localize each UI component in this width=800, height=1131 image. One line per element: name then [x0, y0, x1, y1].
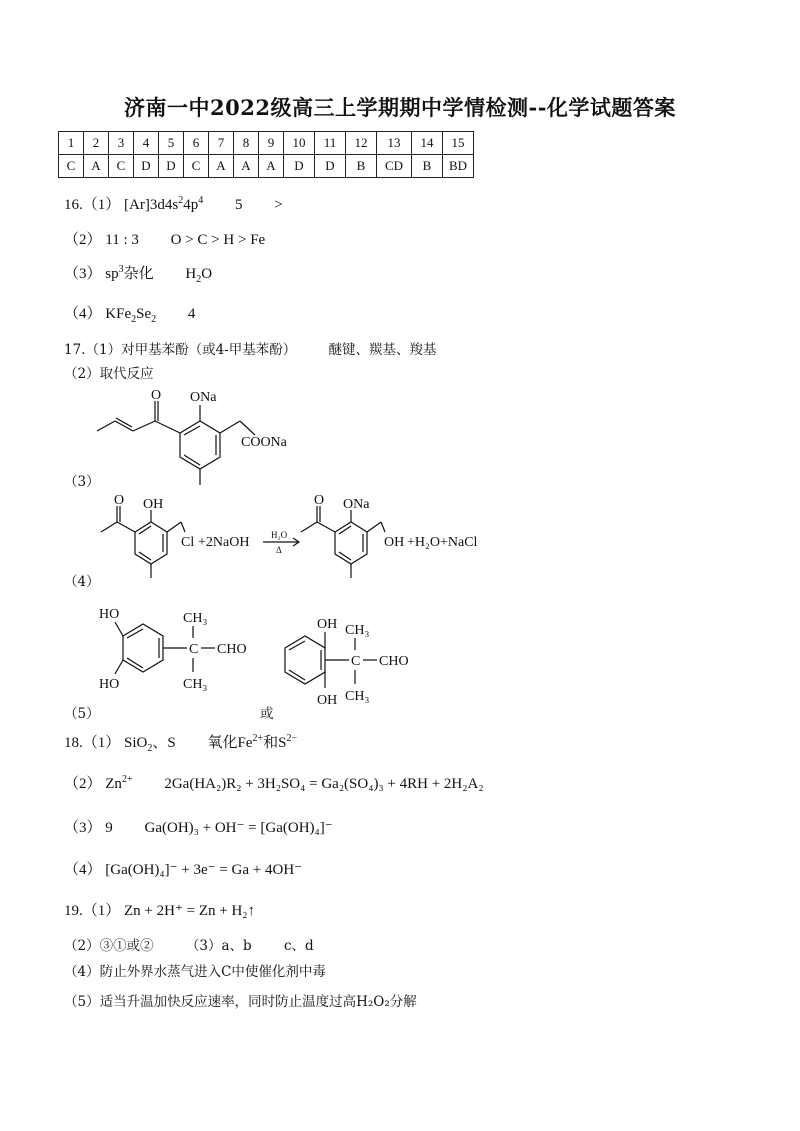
part-number: （2）	[64, 366, 100, 382]
bond	[101, 522, 117, 532]
q18-sio2: SiO	[124, 735, 148, 751]
answer-choice-cell: A	[234, 155, 259, 178]
q18-part1	[64, 731, 297, 754]
part-number: （1）	[82, 735, 121, 751]
sub: 2	[196, 274, 202, 285]
atom-label: CH₃	[345, 623, 370, 638]
sub: 2	[147, 743, 153, 754]
bond	[339, 552, 351, 560]
answer-choice-cell: D	[315, 155, 346, 178]
atom-label: O	[114, 493, 125, 508]
atom-label: CHO	[217, 642, 247, 657]
atom-label: CH₃	[183, 611, 208, 626]
atom-label: OH	[143, 497, 164, 512]
part-number: （2）	[64, 232, 102, 248]
bond	[220, 421, 240, 433]
bond	[289, 670, 305, 680]
part-number: （1）	[82, 903, 121, 919]
sup: 2+	[121, 774, 133, 785]
atom-label: ONa	[190, 390, 217, 405]
q19-answer-5: 适当升温加快反应速率，同时防止温度过高H₂O₂分解	[99, 994, 417, 1010]
atom-label: O	[314, 493, 325, 508]
answer-number-cell: 2	[84, 132, 109, 155]
answer-number-cell: 14	[412, 132, 443, 155]
answer-number-cell: 6	[184, 132, 209, 155]
sub: 2	[131, 314, 137, 325]
answer-choice-cell: A	[84, 155, 109, 178]
q17-structure-4	[95, 493, 525, 590]
part-number: （4）	[64, 862, 102, 878]
answer-number-cell: 13	[377, 132, 412, 155]
q17-structure-3	[95, 385, 315, 495]
answer-number-cell: 9	[259, 132, 284, 155]
q16-answer-gt: >	[274, 197, 283, 213]
q17-part2	[64, 362, 154, 382]
atom-label: OH	[317, 693, 338, 708]
q19-part4	[64, 960, 326, 980]
atom-label: HO	[99, 607, 120, 622]
q18-oxidize: 氧化Fe	[207, 735, 253, 751]
bond	[184, 426, 200, 435]
atom-label: O	[151, 388, 162, 403]
q19-cd: c、d	[283, 938, 314, 954]
answer-choice-cell: C	[184, 155, 209, 178]
q17-part1	[64, 338, 437, 358]
sup: 2	[178, 195, 184, 206]
bond	[317, 522, 335, 532]
bond	[181, 522, 185, 532]
q16-water: H	[185, 266, 197, 282]
answer-choice-cell: C	[109, 155, 134, 178]
part-number: （1）	[85, 342, 122, 358]
bond	[184, 455, 200, 465]
q17-or: 或	[260, 706, 274, 722]
answer-table	[58, 131, 474, 178]
benzene-ring	[285, 636, 325, 684]
q17-label: 17.	[64, 342, 86, 358]
atom-label: C	[351, 654, 361, 669]
bond	[97, 421, 115, 431]
atom-label: OH	[384, 535, 405, 550]
answer-choice-cell: A	[259, 155, 284, 178]
atom-label: CH₃	[183, 677, 208, 692]
bond	[155, 421, 180, 433]
q18-label: 18.	[64, 735, 83, 751]
sup: 3	[118, 264, 124, 275]
part-number: （3）	[185, 938, 222, 954]
part-number: （1）	[82, 197, 121, 213]
answer-choice-cell: BD	[443, 155, 474, 178]
bond	[127, 658, 143, 668]
benzene-ring	[180, 421, 220, 469]
q19-part5	[64, 990, 417, 1010]
q18-part2	[64, 772, 484, 793]
q16-order: O > C > H > Fe	[170, 232, 266, 248]
q18-equation-4: [Ga(OH)₄]⁻ + 3e⁻ = Ga + 4OH⁻	[105, 862, 303, 878]
q18-zn: Zn	[105, 776, 122, 792]
reagent: +2NaOH	[198, 535, 250, 550]
q18-answer-9: 9	[105, 820, 113, 836]
condition-bottom: Δ	[276, 545, 282, 555]
q16-config-4p: 4p	[183, 197, 199, 213]
atom-label: ONa	[343, 497, 370, 512]
part-number: （2）	[64, 938, 100, 954]
bond	[301, 522, 317, 532]
answer-choice-cell: A	[209, 155, 234, 178]
q19-part1	[64, 899, 255, 920]
sup: 2+	[252, 733, 264, 744]
answer-number-cell: 8	[234, 132, 259, 155]
answer-choice-cell: D	[134, 155, 159, 178]
q19-equation-1: Zn + 2H⁺ = Zn + H₂↑	[124, 903, 256, 919]
q18-part3	[64, 816, 333, 837]
q17-name: 对甲基苯酚（或4-甲基苯酚）	[121, 342, 297, 358]
benzene-ring	[135, 522, 167, 564]
q16-hybrid: sp	[105, 266, 119, 282]
page-title: 济南一中2022级高三上学期期中学情检测--化学试题答案	[124, 95, 676, 120]
sub: 2	[151, 314, 157, 325]
answer-number-cell: 7	[209, 132, 234, 155]
q19-part2-3	[64, 934, 314, 954]
bond	[139, 526, 151, 534]
atom-label: CHO	[379, 654, 409, 669]
answer-number-cell: 15	[443, 132, 474, 155]
q16-part1	[64, 193, 283, 214]
atom-label: OH	[317, 617, 338, 632]
part-number: （4）	[64, 306, 102, 322]
answer-choice-cell: CD	[377, 155, 412, 178]
q18-part4	[64, 858, 302, 879]
q17-part3-num: （3）	[64, 474, 100, 490]
q18-equation-2: 2Ga(HA₂)R₂ + 3H₂SO₄ = Ga₂(SO₄)₃ + 4RH + 2H₂A₂	[164, 776, 484, 792]
bond	[115, 622, 123, 636]
q17-structure-5b	[275, 608, 475, 718]
answer-choice-cell: C	[59, 155, 84, 178]
answer-number-cell: 5	[159, 132, 184, 155]
q16-part2	[64, 228, 265, 249]
q17-reaction-type: 取代反应	[99, 366, 154, 382]
answer-choice-cell: D	[284, 155, 315, 178]
bond	[139, 552, 151, 560]
answer-choice-cell: B	[346, 155, 377, 178]
answer-number-cell: 10	[284, 132, 315, 155]
atom-label: HO	[99, 677, 120, 692]
answer-number-cell: 4	[134, 132, 159, 155]
q16-formula: KFe	[105, 306, 132, 322]
bond	[367, 522, 381, 532]
q16-config-4s: 4s	[164, 197, 179, 213]
q18-and-s: 和S	[263, 735, 287, 751]
q16-answer-5: 5	[234, 197, 243, 213]
q18-equation-3: Ga(OH)₃ + OH⁻ = [Ga(OH)₄]⁻	[144, 820, 333, 836]
answer-choice-cell: D	[159, 155, 184, 178]
atom-label: Cl	[181, 535, 195, 550]
bond	[127, 629, 143, 638]
sup: 4	[198, 195, 204, 206]
q17-groups: 醚键、羰基、羧基	[328, 342, 437, 358]
bond	[117, 522, 135, 532]
q16-config: [Ar]3d	[124, 197, 165, 213]
condition-top: H₂O	[271, 530, 288, 540]
answer-number-cell: 3	[109, 132, 134, 155]
q16-part3	[64, 262, 212, 285]
atom-label: COONa	[241, 435, 287, 450]
products: +H₂O+NaCl	[407, 535, 478, 550]
atom-label: C	[189, 642, 199, 657]
q17-structure-5a	[95, 600, 295, 710]
q16-label: 16.	[64, 197, 83, 213]
bond	[133, 421, 155, 431]
q16-hybrid-text: 杂化	[123, 266, 154, 282]
bond	[240, 421, 255, 435]
part-number: （3）	[64, 820, 102, 836]
q16-answer-4: 4	[187, 306, 196, 322]
sup: 2−	[286, 733, 298, 744]
answer-choice-cell: B	[412, 155, 443, 178]
q16-ratio: 11 : 3	[105, 232, 139, 248]
q18-s: 、S	[152, 735, 176, 751]
atom-label: CH₃	[345, 689, 370, 704]
q16-formula-se: Se	[136, 306, 152, 322]
part-number: （5）	[64, 994, 100, 1010]
q19-order: ③①或②	[99, 938, 154, 954]
bond	[289, 641, 305, 650]
bond	[115, 660, 123, 674]
bond	[381, 522, 385, 532]
q16-part4	[64, 302, 195, 325]
answer-number-row	[59, 132, 474, 155]
q19-ab: a、b	[221, 938, 252, 954]
q19-answer-4: 防止外界水蒸气进入C中使催化剂中毒	[99, 964, 326, 980]
part-number: （4）	[64, 964, 100, 980]
part-number: （2）	[64, 776, 102, 792]
answer-number-cell: 1	[59, 132, 84, 155]
benzene-ring	[335, 522, 367, 564]
q16-water-o: O	[201, 266, 213, 282]
answer-number-cell: 12	[346, 132, 377, 155]
part-number: （3）	[64, 266, 102, 282]
bond	[167, 522, 181, 532]
q17-part5-num: （5）	[64, 706, 100, 722]
bond	[339, 526, 351, 534]
benzene-ring	[123, 624, 163, 672]
answer-number-cell: 11	[315, 132, 346, 155]
q17-part4-num: （4）	[64, 574, 100, 590]
q19-label: 19.	[64, 903, 83, 919]
answer-choice-row	[59, 155, 474, 178]
